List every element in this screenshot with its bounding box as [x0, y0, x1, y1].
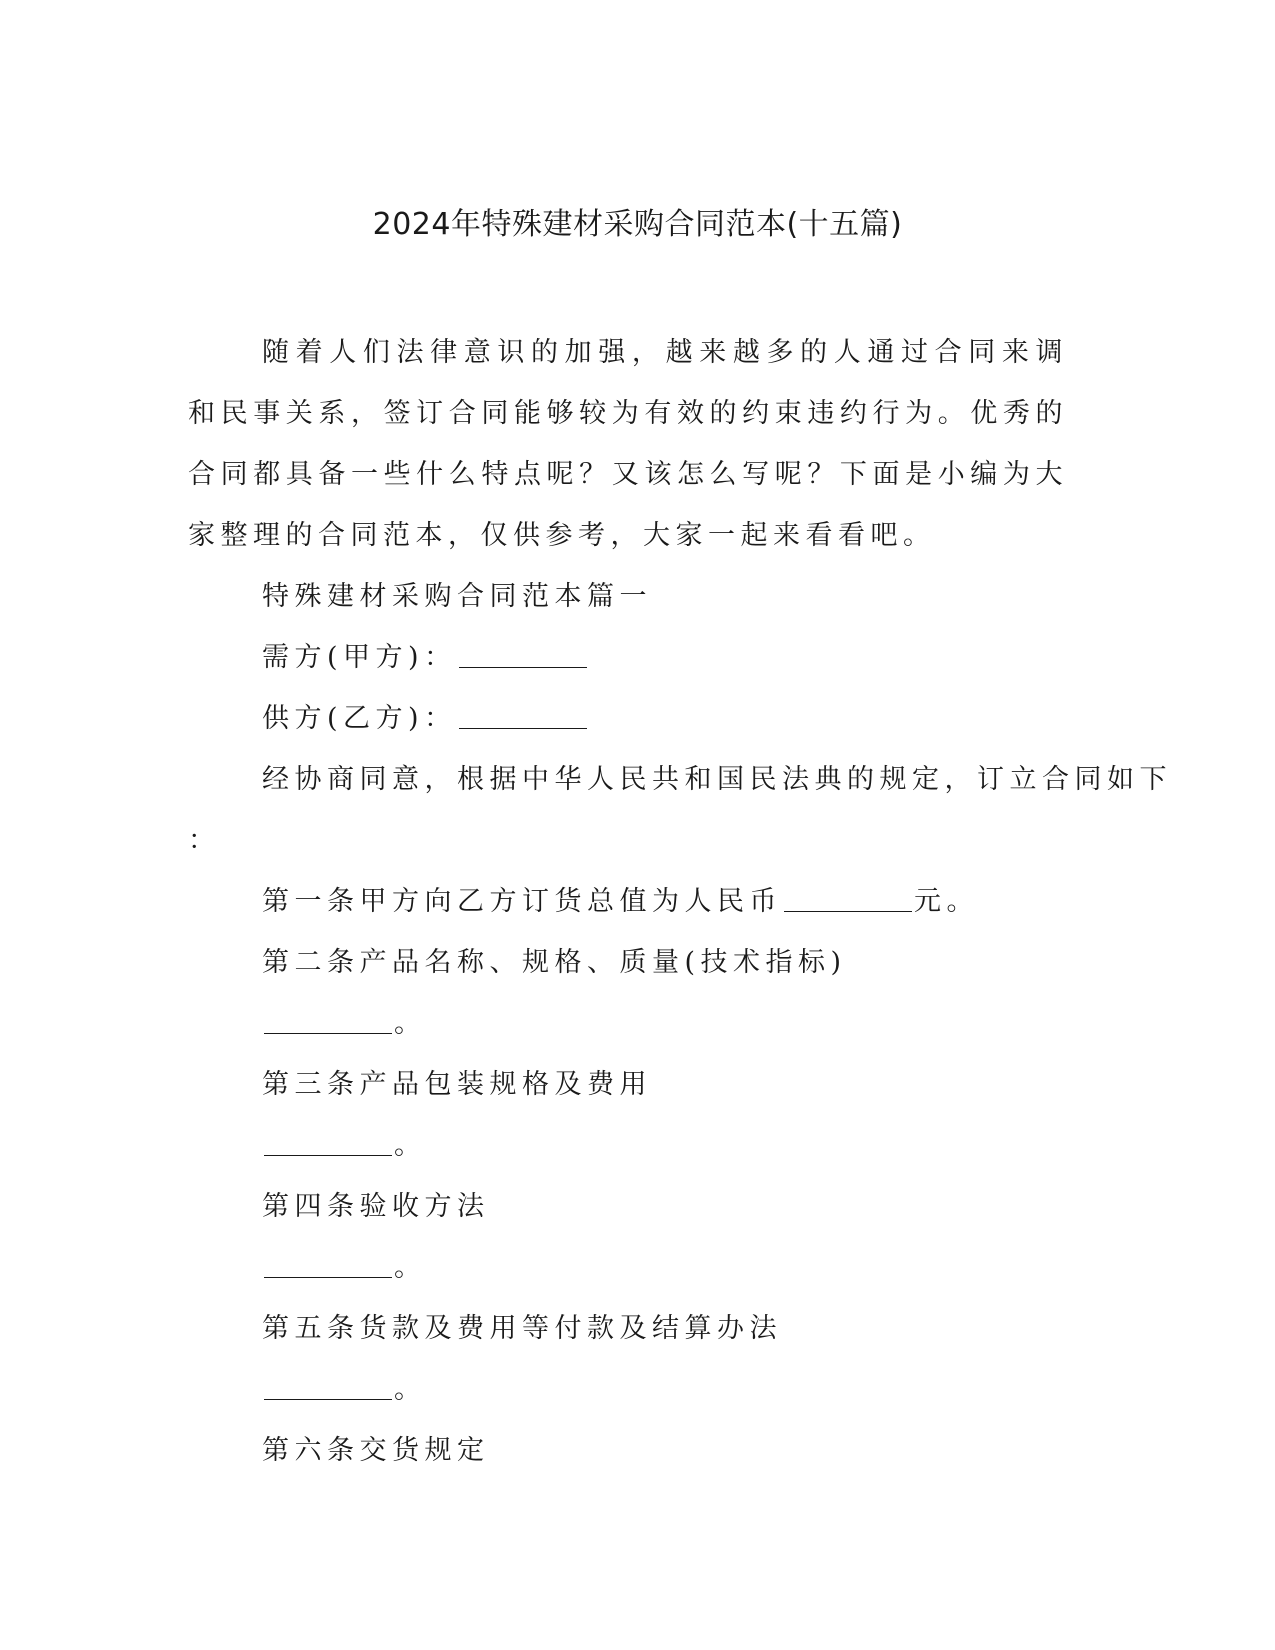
- article-4: 第四条验收方法: [262, 1191, 490, 1222]
- article-6: 第六条交货规定: [262, 1435, 490, 1466]
- section-heading: 特殊建材采购合同范本篇一: [262, 581, 652, 612]
- article-1-blank: [784, 881, 912, 912]
- article-1-suffix: 元。: [914, 886, 979, 917]
- article-3: 第三条产品包装规格及费用: [262, 1069, 652, 1100]
- intro-paragraph: 随着人们法律意识的加强，越来越多的人通过合同来调和民事关系，签订合同能够较为有效的约束违约行为。优秀的合同都具备一些什么特点呢？又该怎么写呢？下面是小编为大家整理的合同范本，仅供参考，大家一起来看看吧。: [188, 337, 1068, 551]
- article-2-period: 。: [394, 1008, 427, 1039]
- article-2-blank: [264, 1003, 392, 1034]
- article-5-blank: [264, 1369, 392, 1400]
- article-5-period: 。: [394, 1374, 427, 1405]
- article-2: 第二条产品名称、规格、质量(技术指标): [262, 947, 847, 978]
- seller-label: 供方(乙方)：: [262, 703, 457, 734]
- buyer-line: [188, 627, 1068, 688]
- document-title: 2024年特殊建材采购合同范本(十五篇): [372, 207, 903, 242]
- seller-line: [188, 688, 1068, 749]
- article-3-period: 。: [394, 1130, 427, 1161]
- article-4-blank: [264, 1247, 392, 1278]
- buyer-label: 需方(甲方)：: [262, 642, 457, 673]
- seller-blank: [459, 698, 587, 729]
- preamble-tail: ：: [188, 825, 221, 856]
- buyer-blank: [459, 637, 587, 668]
- article-3-fill: [188, 1115, 1068, 1176]
- article-1: [188, 871, 1068, 932]
- document-body: [188, 322, 1172, 1481]
- article-2-fill: [188, 993, 1068, 1054]
- article-4-fill: [188, 1237, 1068, 1298]
- article-4-period: 。: [394, 1252, 427, 1283]
- article-5: 第五条货款及费用等付款及结算办法: [262, 1313, 782, 1344]
- article-1-prefix: 第一条甲方向乙方订货总值为人民币: [262, 886, 782, 917]
- article-3-blank: [264, 1125, 392, 1156]
- preamble: 经协商同意，根据中华人民共和国民法典的规定，订立合同如下: [262, 764, 1172, 795]
- article-5-fill: [188, 1359, 1068, 1420]
